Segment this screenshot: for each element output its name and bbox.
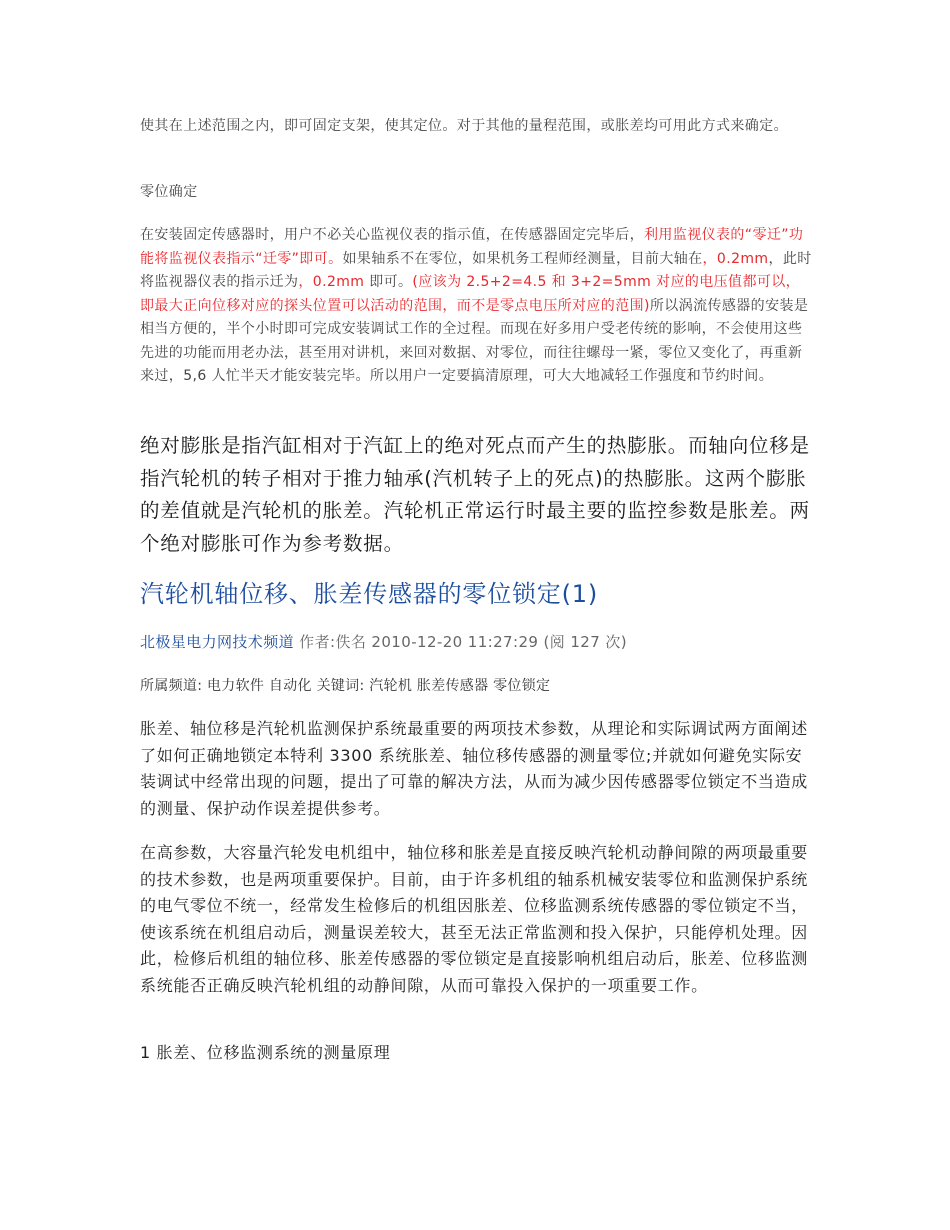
zero-text-5: ，此时将监视器仪表的指示迁为: [140, 250, 812, 290]
article-author: 作者:佚名: [294, 633, 367, 651]
article-source-link[interactable]: 北极星电力网技术频道: [140, 633, 295, 651]
section-heading: 1 胀差、位移监测系统的测量原理: [140, 1043, 391, 1062]
zero-position-paragraph: [140, 224, 812, 389]
zero-text-1: 在安装固定传感器时，用户不必关心监视仪表的指示值，在传感器固定完毕后，: [140, 227, 644, 243]
article-tags: 所属频道: 电力软件 自动化 关键词: 汽轮机 胀差传感器 零位锁定: [140, 678, 551, 694]
intro-paragraph: 使其在上述范围之内，即可固定支架，使其定位。对于其他的量程范围，或胀差均可用此方式来确定。: [140, 118, 788, 134]
article-title: 汽轮机轴位移、胀差传感器的零位锁定(1): [140, 580, 598, 608]
zero-position-heading: 零位确定: [140, 184, 198, 200]
zero-text-3: 如果轴系不在零位，如果机务工程师经测量，目前大轴在: [342, 250, 703, 267]
zero-text-9: 所以涡流传感器的安装是相当方便的，半个小时即可完成安装调试工作的全过程。而现在好多用户受老传统的影响，不会使用这些先进的功能而用老办法，甚至用对讲机，来回对数据、对零位，而往往螺母一紧，零位又变化了，再重新来过，5,6 人忙半天才能安装完毕。所以用户一定要搞清原理，可大大地减轻工作强度和节约时间。: [140, 297, 809, 384]
article-views: (阅 127 次): [538, 633, 627, 651]
zero-text-highlight-3: ，0.2mm: [298, 274, 365, 290]
article-paragraph-2: 在高参数，大容量汽轮发电机组中，轴位移和胀差是直接反映汽轮机动静间隙的两项最重要的技术参数，也是两项重要保护。目前，由于许多机组的轴系机械安装零位和监测保护系统的电气零位不统一，经常发生检修后的机组因胀差、位移监测系统传感器的零位锁定不当，使该系统在机组启动后，测量误差较大，甚至无法正常监测和投入保护，只能停机处理。因此，检修后机组的轴位移、胀差传感器的零位锁定是直接影响机组启动后，胀差、位移监测系统能否正确反映汽轮机组的动静间隙，从而可靠投入保护的一项重要工作。: [140, 843, 809, 995]
article-meta: [140, 631, 812, 653]
zero-text-highlight-4: (应该为 2.5+2=4.5 和 3+2=5mm 对应的电压值都可以，即最大正向位移对应的探头位置可以活动的范围，而不是零点电压所对应的范围): [140, 274, 801, 314]
article-paragraph-1: 胀差、轴位移是汽轮机监测保护系统最重要的两项技术参数，从理论和实际调试两方面阐述了如何正确地锁定本特利 3300 系统胀差、轴位移传感器的测量零位;并就如何避免实际安装调试中经常出现的问题，提出了可靠的解决方法，从而为减少因传感器零位锁定不当造成的测量、保护动作误差提供参考。: [140, 719, 809, 818]
article-datetime: 2010-12-20 11:27:29: [366, 633, 539, 651]
zero-text-highlight-1: 利用监视仪表的“零迁”功能将监视仪表指示“迁零”即可。: [140, 227, 804, 267]
expansion-summary-paragraph: 绝对膨胀是指汽缸相对于汽缸上的绝对死点而产生的热膨胀。而轴向位移是指汽轮机的转子相对于推力轴承(汽机转子上的死点)的热膨胀。这两个膨胀的差值就是汽轮机的胀差。汽轮机正常运行时最主要的监控参数是胀差。两个绝对膨胀可作为参考数据。: [140, 434, 810, 555]
zero-text-highlight-2: ，0.2mm: [702, 250, 769, 267]
zero-text-7: 即可。: [364, 274, 413, 290]
